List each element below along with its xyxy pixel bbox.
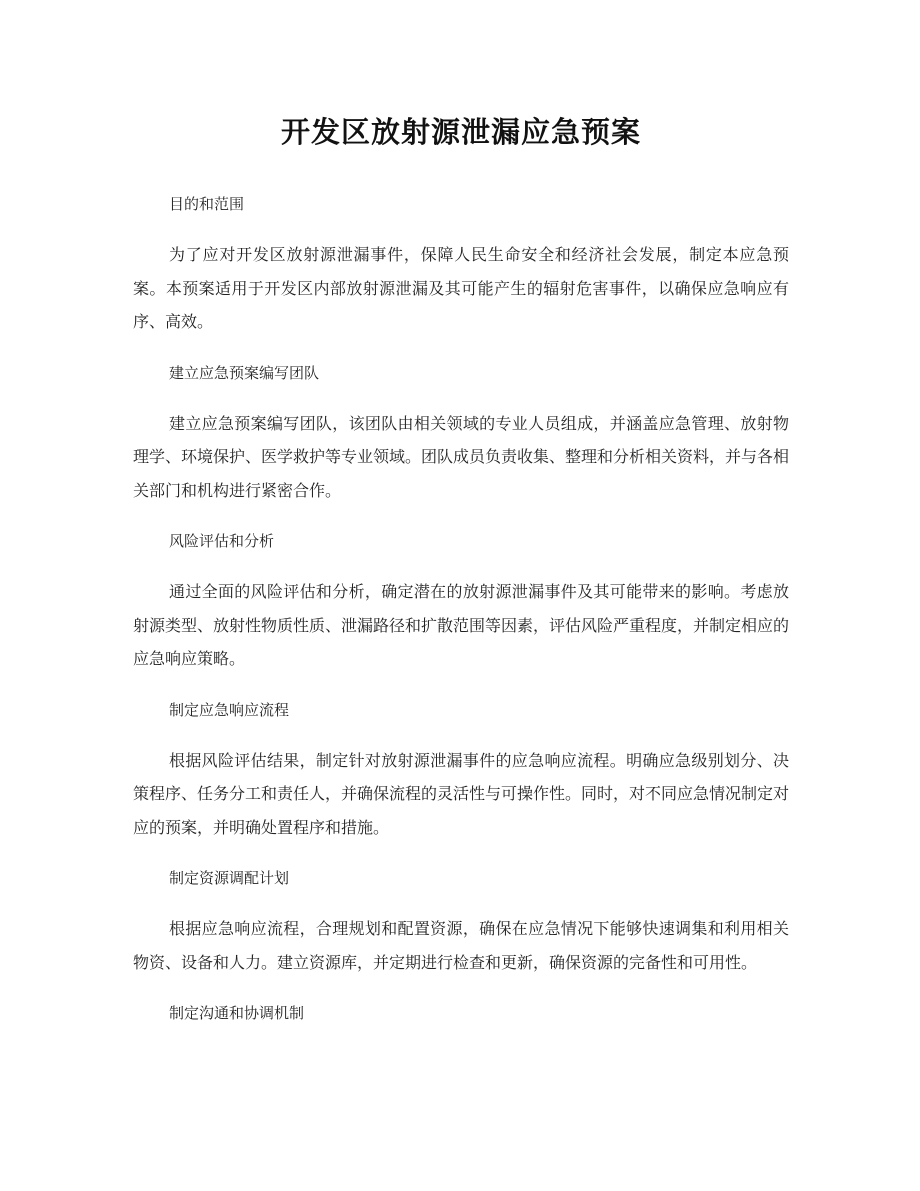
section-paragraph: 根据应急响应流程，合理规划和配置资源，确保在应急情况下能够快速调集和利用相关物资、设备和人力。建立资源库，并定期进行检查和更新，确保资源的完备性和可用性。 [133, 919, 789, 972]
section-response-process [133, 698, 789, 845]
section-paragraph: 根据风险评估结果，制定针对放射源泄漏事件的应急响应流程。明确应急级别划分、决策程序、任务分工和责任人，并确保流程的灵活性与可操作性。同时，对不同应急情况制定对应的预案，并明确处置程序和措施。 [133, 750, 790, 837]
section-paragraph: 通过全面的风险评估和分析，确定潜在的放射源泄漏事件及其可能带来的影响。考虑放射源类型、放射性物质性质、泄漏路径和扩散范围等因素，评估风险严重程度，并制定相应的应急响应策略。 [133, 582, 790, 668]
section-heading: 制定应急响应流程 [169, 700, 290, 719]
section-paragraph: 建立应急预案编写团队，该团队由相关领域的专业人员组成，并涵盖应急管理、放射物理学、环境保护、医学救护等专业领域。团队成员负责收集、整理和分析相关资料，并与各相关部门和机构进行紧密合作。 [133, 413, 790, 500]
document-title: 开发区放射源泄漏应急预案 [280, 115, 641, 149]
section-heading: 目的和范围 [169, 195, 245, 213]
section-writing-team [133, 361, 789, 508]
section-heading: 制定资源调配计划 [169, 869, 290, 887]
section-resource-plan [133, 866, 789, 979]
section-heading: 建立应急预案编写团队 [169, 363, 320, 382]
section-paragraph: 为了应对开发区放射源泄漏事件，保障人民生命安全和经济社会发展，制定本应急预案。本预案适用于开发区内部放射源泄漏及其可能产生的辐射危害事件，以确保应急响应有序、高效。 [133, 245, 789, 331]
section-purpose-scope [133, 192, 789, 339]
section-communication [133, 1001, 789, 1025]
section-heading: 制定沟通和协调机制 [169, 1004, 305, 1022]
section-risk-assessment [133, 529, 789, 676]
section-heading: 风险评估和分析 [169, 532, 275, 550]
